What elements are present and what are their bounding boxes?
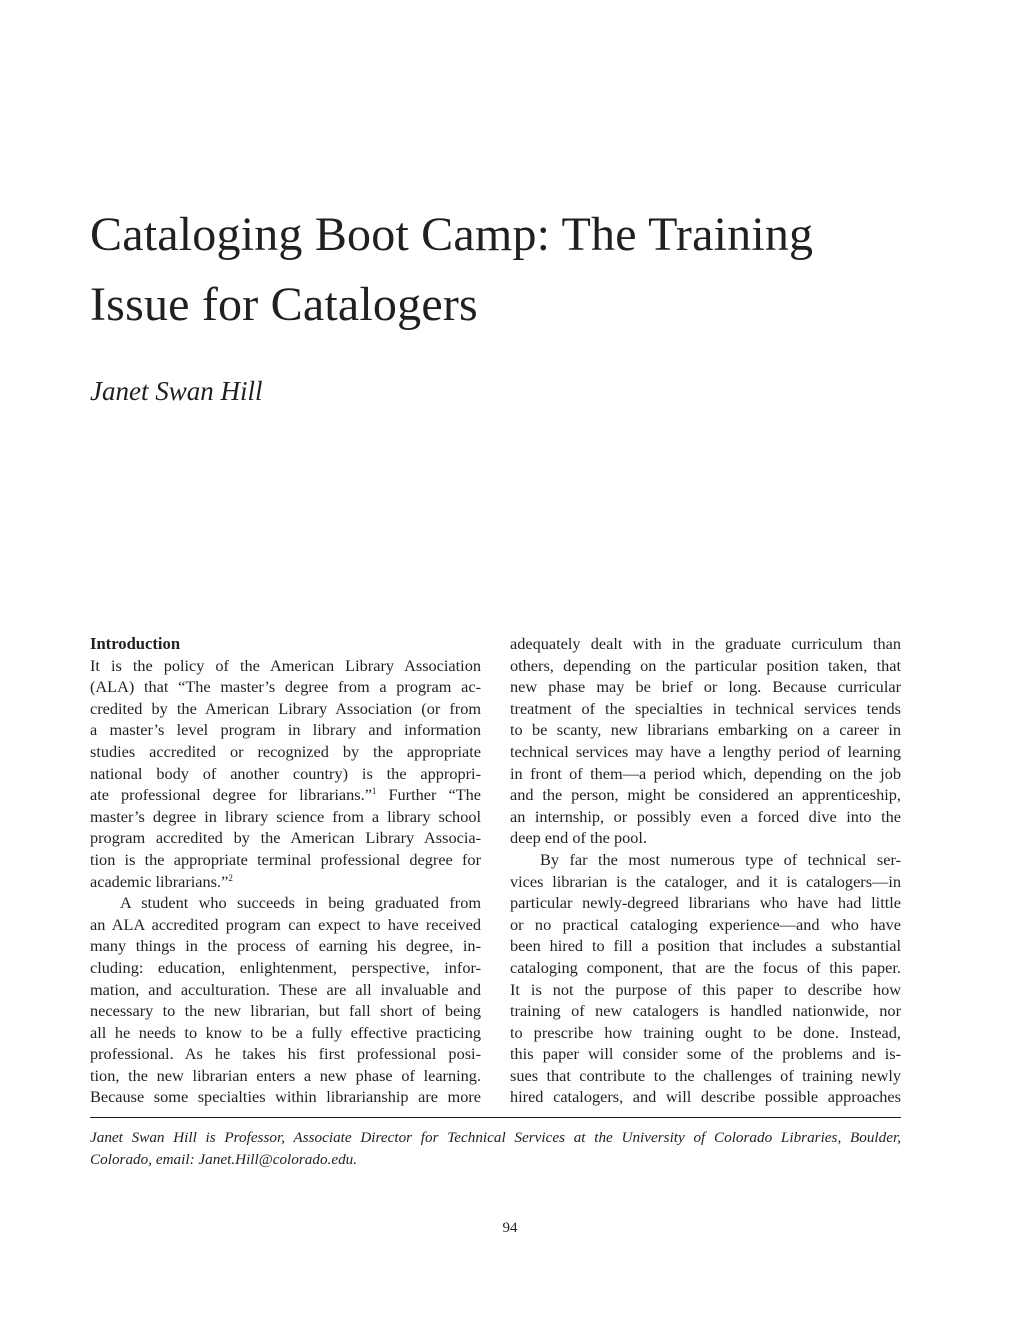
text-line: this paper will consider some of the problems and is- [510, 1044, 901, 1064]
text-line: mation, and acculturation. These are all invaluable and [90, 979, 481, 999]
text-line: many things in the process of earning his degree, in- [90, 936, 481, 956]
text-line: studies accredited or recognized by the appropriate [90, 741, 481, 761]
text-line: Because some specialties within librarianship are more [90, 1087, 481, 1107]
text-line: an ALA accredited program can expect to have received [90, 914, 481, 934]
text-line: vices librarian is the cataloger, and it is catalogers—in [510, 871, 901, 891]
text-line: a master’s level program in library and information [90, 720, 481, 740]
footnote-ref: 1 [371, 786, 377, 797]
article-title [90, 200, 910, 340]
paragraph [510, 849, 901, 1108]
text-line: It is the policy of the American Library Association [90, 655, 481, 675]
text-line: national body of another country) is the appropri- [90, 763, 481, 783]
text-line: new phase may be brief or long. Because curricular [510, 677, 901, 697]
section-heading: Introduction [90, 634, 181, 653]
text-line: adequately dealt with in the graduate curriculum than [510, 634, 901, 653]
text-line: necessary to the new librarian, but fall short of being [90, 1001, 481, 1021]
text-fragment: ate professional degree for librarians.” [90, 785, 372, 805]
title-line: Cataloging Boot Camp: The Training [90, 208, 814, 261]
text-line: It is not the purpose of this paper to describe how [510, 979, 901, 999]
text-line: all he needs to know to be a fully effective practicing [90, 1022, 481, 1042]
text-line: been hired to fill a position that includes a substantial [510, 936, 901, 956]
footnote-ref: 2 [228, 872, 233, 883]
footnote-divider [90, 1117, 901, 1118]
paragraph [90, 655, 481, 893]
title-line: Issue for Catalogers [90, 278, 478, 331]
author-footnote [90, 1127, 901, 1170]
text-line: hired catalogers, and will describe possible approaches [510, 1087, 901, 1107]
text-line: program accredited by the American Library Associa- [90, 828, 481, 848]
text-line: credited by the American Library Association (or from [90, 698, 481, 718]
text-line: By far the most numerous type of technical ser- [540, 849, 901, 869]
text-line [90, 871, 481, 893]
text-line: training of new catalogers is handled nationwide, nor [510, 1001, 901, 1021]
footnote-line: Colorado, email: Janet.Hill@colorado.edu. [90, 1150, 358, 1168]
text-fragment: Further “The [376, 785, 481, 805]
text-line: an internship, or possibly even a forced dive into the [510, 806, 901, 826]
text-line: professional. As he takes his first professional posi- [90, 1044, 481, 1064]
text-line: cataloging component, that are the focus of this paper. [510, 957, 901, 977]
page-number: 94 [502, 1220, 518, 1236]
text-line: sues that contribute to the challenges of training newly [510, 1065, 901, 1085]
text-line: to prescribe how training ought to be done. Instead, [510, 1022, 901, 1042]
right-column [510, 633, 901, 1108]
text-line [90, 784, 481, 806]
text-line: others, depending on the particular position taken, that [510, 655, 901, 675]
text-line: and the person, might be considered an apprenticeship, [510, 785, 901, 805]
text-line: A student who succeeds in being graduated from [120, 893, 481, 913]
text-line: (ALA) that “The master’s degree from a program ac- [90, 677, 481, 697]
text-line: master’s degree in library science from a library school [90, 806, 481, 826]
text-line: treatment of the specialties in technical services tends [510, 698, 901, 718]
text-line: or no practical cataloging experience—and who have [510, 914, 901, 934]
paragraph [90, 892, 481, 1108]
text-line: in front of them—a period which, depending on the job [510, 763, 901, 783]
text-fragment: academic librarians.” [90, 871, 229, 891]
text-line: deep end of the pool. [510, 828, 647, 848]
text-line: to be scanty, new librarians embarking on a career in [510, 720, 901, 740]
text-line: tion is the appropriate terminal professional degree for [90, 849, 481, 869]
text-line: particular newly-degreed librarians who have had little [510, 893, 901, 913]
footnote-line: Janet Swan Hill is Professor, Associate Director for Technical Services at the University of Colorado Libraries, Boulder, [90, 1129, 901, 1146]
author-name: Janet Swan Hill [90, 376, 263, 406]
text-line: tion, the new librarian enters a new phase of learning. [90, 1065, 481, 1085]
text-line: technical services may have a lengthy period of learning [510, 741, 901, 761]
left-column [90, 633, 481, 1108]
text-line: cluding: education, enlightenment, perspective, infor- [90, 957, 481, 977]
paragraph [510, 633, 901, 849]
